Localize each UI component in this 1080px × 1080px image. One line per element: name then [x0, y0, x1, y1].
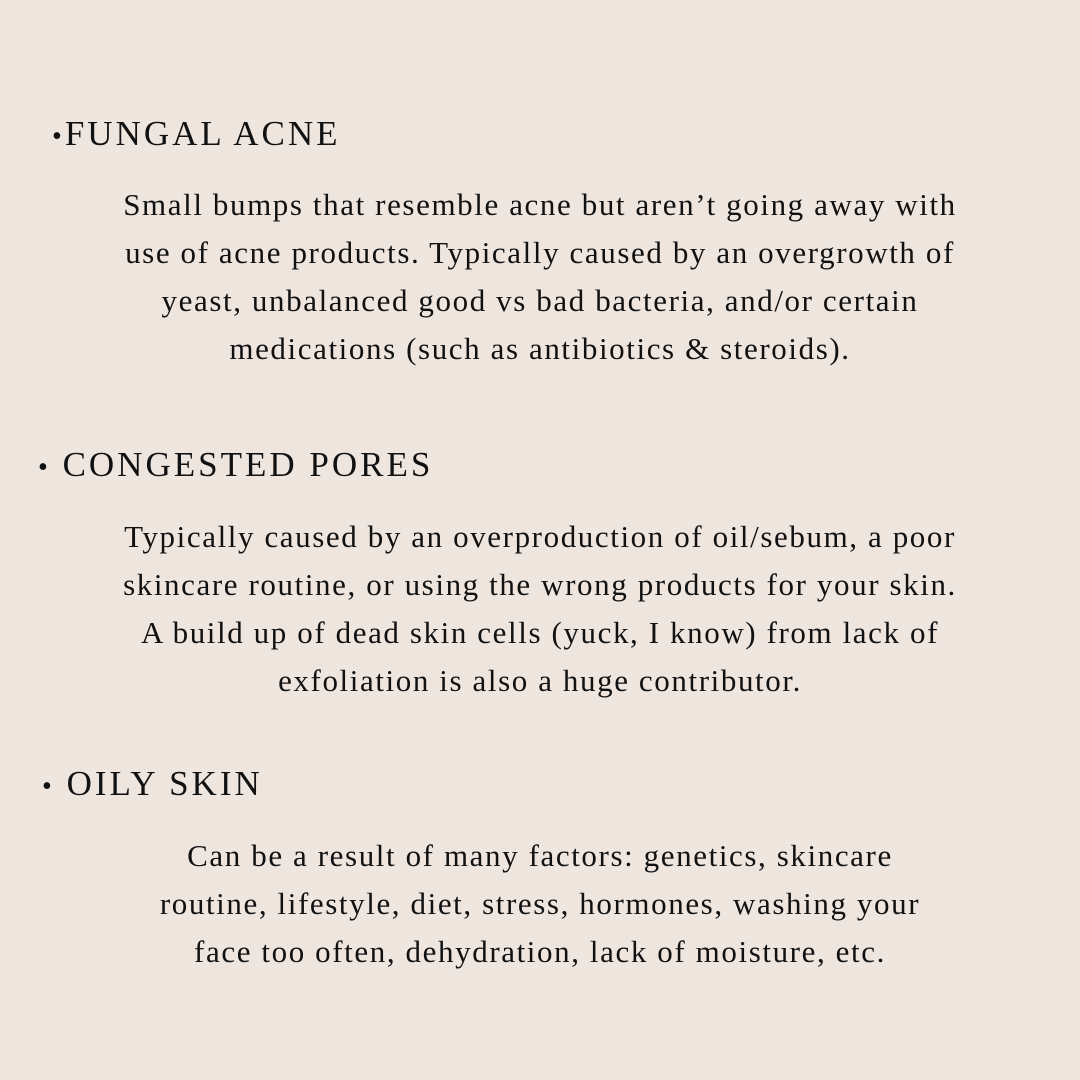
bullet-icon: •: [52, 121, 65, 152]
heading-text: FUNGAL ACNE: [64, 114, 341, 153]
heading-text: CONGESTED PORES: [62, 445, 434, 484]
description-line: Can be a result of many factors: genetics, skincare: [187, 838, 893, 873]
description-line: Small bumps that resemble acne but aren’t going away with: [123, 187, 957, 222]
description-line: A build up of dead skin cells (yuck, I know) from lack of: [140, 615, 939, 650]
description-line: face too often, dehydration, lack of moisture, etc.: [194, 934, 886, 969]
section-description: [40, 181, 1040, 373]
description-line: yeast, unbalanced good vs bad bacteria, and/or certain: [161, 283, 919, 318]
bullet-icon: •: [42, 771, 55, 802]
description-line: medications (such as antibiotics & steroids).: [229, 331, 851, 366]
section-heading: [38, 447, 433, 482]
section-heading: [42, 766, 263, 801]
description-line: exfoliation is also a huge contributor.: [278, 663, 802, 698]
description-line: skincare routine, or using the wrong products for your skin.: [123, 567, 957, 602]
description-line: routine, lifestyle, diet, stress, hormones, washing your: [159, 886, 921, 921]
section-description: [40, 832, 1040, 976]
description-line: use of acne products. Typically caused by an overgrowth of: [125, 235, 955, 270]
section-heading: [52, 116, 341, 151]
bullet-icon: •: [38, 452, 51, 483]
heading-text: OILY SKIN: [66, 764, 263, 803]
description-line: Typically caused by an overproduction of oil/sebum, a poor: [124, 519, 956, 554]
section-description: [40, 513, 1040, 705]
